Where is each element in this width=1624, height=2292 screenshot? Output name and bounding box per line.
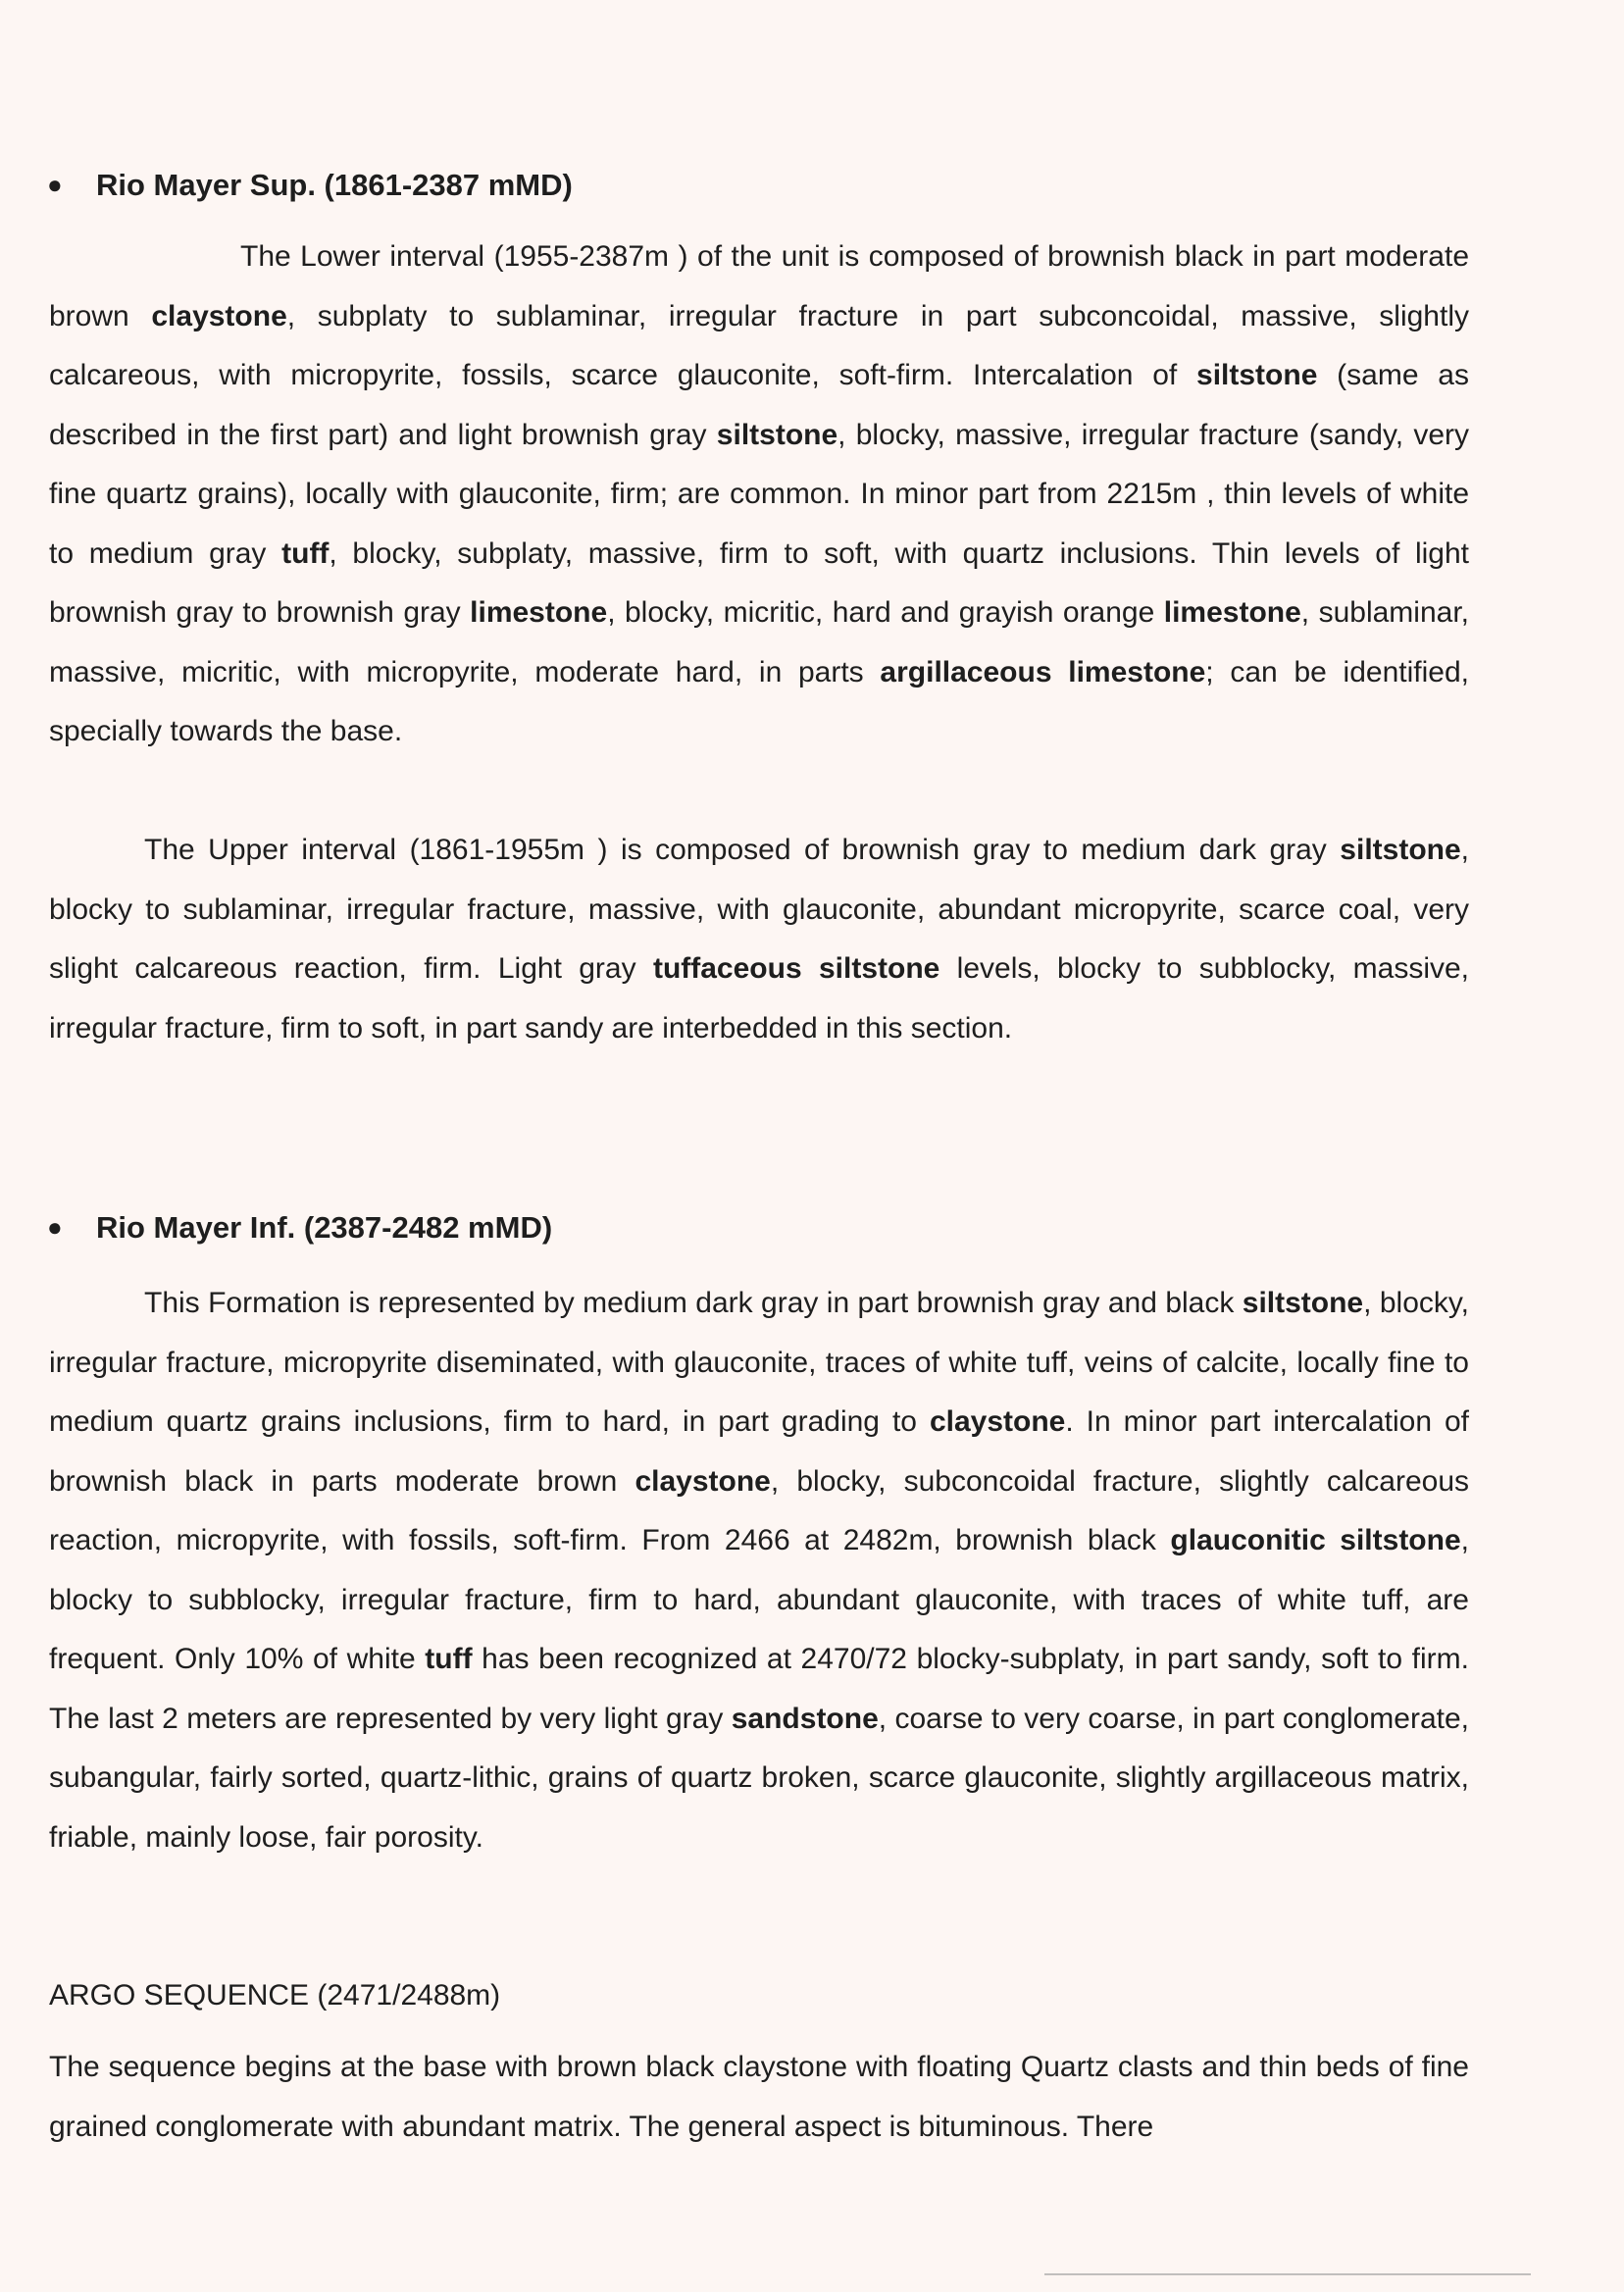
text-run: The Upper interval (1861-1955m ) is composed of brownish gray to medium dark gray: [144, 834, 1341, 866]
text-run: , blocky to subblocky, irregular fracture, firm to hard, abundant glauconite, with traces of white tuff, are frequent. Only 10% of white: [49, 1524, 1469, 1675]
text-run: , blocky to sublaminar, irregular fracture, massive, with glauconite, abundant micropyrite, scarce coal, very slight calcareous reaction, firm. Light gray: [49, 834, 1469, 985]
bullet-icon: ●: [47, 1212, 63, 1242]
lithology-term: siltstone: [1196, 359, 1318, 391]
text-run: , sublaminar, massive, micritic, with micropyrite, moderate hard, in parts: [49, 596, 1470, 688]
section-heading-rio-mayer-sup: ● Rio Mayer Sup. (1861-2387 mMD): [47, 165, 573, 205]
text-run: (same as described in the first part) and light brownish gray: [49, 359, 1469, 451]
bullet-icon: ●: [47, 170, 63, 199]
text-run: This Formation is represented by medium dark gray in part brownish gray and black: [144, 1287, 1243, 1319]
paragraph-upper-interval: [49, 821, 1469, 1058]
text-run: , subplaty to sublaminar, irregular fracture in part subconcoidal, massive, slightly calcareous, with micropyrite, fossils, scarce glauconite, soft-firm. Intercalation of: [49, 299, 1469, 391]
text-run: , blocky, subplaty, massive, firm to soft, with quartz inclusions. Thin levels of light brownish gray to brownish gray: [49, 536, 1469, 629]
text-run: , blocky, massive, irregular fracture (sandy, very fine quartz grains), locally with glauconite, firm; are common. In minor part from 2215m , thin levels of white to medium gray: [49, 418, 1469, 570]
lithology-term: claystone: [151, 299, 287, 332]
text-run: , coarse to very coarse, in part conglomerate, subangular, fairly sorted, quartz-lithic, grains of quartz broken, scarce glauconite, slightly argillaceous matrix, friable, mainly loose, fair porosity.: [49, 1702, 1469, 1854]
lithology-term: tuffaceous siltstone: [652, 952, 940, 985]
text-run: , blocky, micritic, hard and grayish orange: [607, 596, 1164, 629]
section-heading-rio-mayer-inf: ● Rio Mayer Inf. (2387-2482 mMD): [47, 1207, 552, 1248]
lithology-term: claystone: [634, 1464, 771, 1498]
lithology-term: tuff: [281, 536, 330, 570]
scan-artifact-line: [1044, 2273, 1531, 2275]
paragraph-argo-sequence: The sequence begins at the base with brown black claystone with floating Quartz clasts and thin beds of fine grained conglomerate with abundant matrix. The general aspect is bituminous. There: [49, 2051, 1469, 2143]
text-run: ; can be identified, specially towards the base.: [49, 655, 1469, 747]
lithology-term: siltstone: [1340, 834, 1461, 866]
lithology-term: claystone: [929, 1405, 1066, 1438]
lithology-term: limestone: [1163, 596, 1301, 629]
lithology-term: siltstone: [716, 418, 838, 451]
lithology-term: glauconitic siltstone: [1170, 1524, 1461, 1556]
lithology-term: argillaceous limestone: [880, 655, 1206, 688]
lithology-term: sandstone: [731, 1702, 879, 1735]
lithology-term: tuff: [425, 1643, 473, 1675]
text-run: The Lower interval (1955-2387m ) of the unit is composed of brownish black in part moderate brown: [49, 240, 1469, 332]
section-heading-argo-sequence: ARGO SEQUENCE (2471/2488m): [49, 1979, 501, 2012]
text-run: has been recognized at 2470/72 blocky-subplaty, in part sandy, soft to firm. The last 2 meters are represented by very light gray: [49, 1643, 1470, 1735]
lithology-term: siltstone: [1242, 1287, 1364, 1319]
text-run: . In minor part intercalation of brownish black in parts moderate brown: [49, 1405, 1469, 1498]
text-run: , blocky, irregular fracture, micropyrite diseminated, with glauconite, traces of white tuff, veins of calcite, locally fine to medium quartz grains inclusions, firm to hard, in part grading to: [49, 1287, 1470, 1438]
text-run: , blocky, subconcoidal fracture, slightly calcareous reaction, micropyrite, with fossils, soft-firm. From 2466 at 2482m, brownish black: [49, 1464, 1469, 1556]
paragraph-lower-interval: [49, 228, 1469, 762]
paragraph-rio-mayer-inf: [49, 1274, 1469, 1867]
lithology-term: limestone: [470, 596, 608, 629]
text-run: levels, blocky to subblocky, massive, irregular fracture, firm to soft, in part sandy are interbedded in this section.: [49, 952, 1470, 1044]
